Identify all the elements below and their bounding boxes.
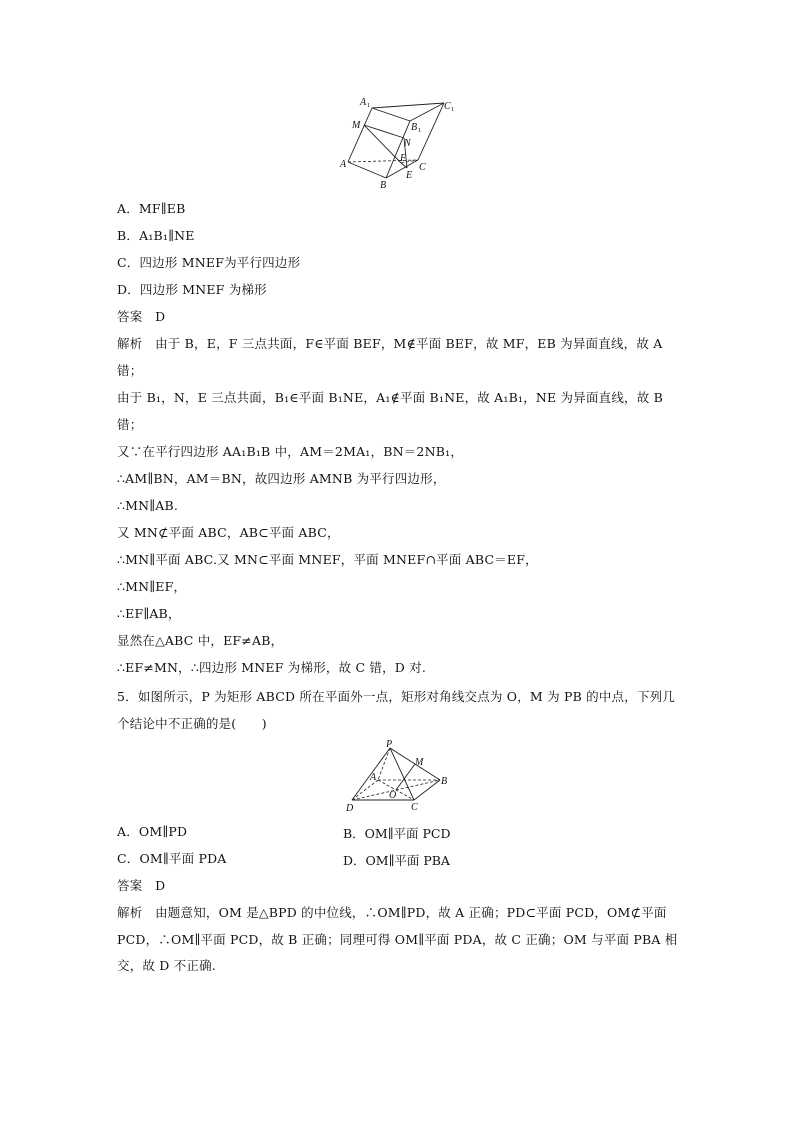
- q4-analysis-line: ∴EF≠MN，∴四边形 MNEF 为梯形，故 C 错，D 对.: [117, 660, 427, 675]
- pyramid-figure: [340, 738, 458, 816]
- label-E: E: [406, 170, 413, 181]
- label-C: C: [419, 162, 426, 173]
- label-F: F: [400, 153, 407, 164]
- q4-answer: 答案 D: [117, 309, 166, 324]
- q5-option-a: A．OM∥PD: [117, 824, 188, 839]
- q5-option-c: C．OM∥平面 PDA: [117, 851, 227, 866]
- q4-analysis-line: 又 MN⊄平面 ABC，AB⊂平面 ABC，: [117, 525, 340, 540]
- q4-option-a: A．MF∥EB: [117, 201, 186, 216]
- label-C1: C: [444, 101, 451, 112]
- label-A: A: [370, 772, 377, 783]
- label-A: A: [340, 159, 347, 170]
- q5-option-d: D．OM∥平面 PBA: [343, 853, 450, 868]
- q5-option-b: B．OM∥平面 PCD: [343, 826, 451, 841]
- q4-analysis-line: 错；: [117, 417, 143, 432]
- label-P: P: [386, 739, 393, 750]
- label-C: C: [411, 802, 418, 813]
- label-A1: A: [360, 97, 367, 108]
- svg-text:1: 1: [451, 106, 455, 113]
- label-B1: B: [411, 122, 418, 133]
- q4-analysis-line: 由于 B₁，N，E 三点共面，B₁∈平面 B₁NE，A₁∉平面 B₁NE，故 A₁B₁，NE 为异面直线，故 B: [117, 390, 664, 405]
- q4-analysis-line: ∴MN∥EF，: [117, 579, 187, 594]
- q5-stem: 5．如图所示，P 为矩形 ABCD 所在平面外一点，矩形对角线交点为 O，M 为 PB 的中点，下列几个结论中不正确的是( ): [117, 689, 676, 731]
- q4-analysis-line: 又∵在平行四边形 AA₁B₁B 中，AM＝2MA₁，BN＝2NB₁，: [117, 444, 464, 459]
- q4-analysis-line: ∴MN∥平面 ABC.又 MN⊂平面 MNEF，平面 MNEF∩平面 ABC＝EF，: [117, 552, 538, 567]
- label-M: M: [352, 120, 361, 131]
- svg-text:1: 1: [367, 102, 371, 109]
- q4-analysis-line: ∴EF∥AB，: [117, 606, 181, 621]
- q4-analysis-line: ∴MN∥AB.: [117, 498, 179, 513]
- label-M: M: [415, 757, 424, 768]
- q5-answer: 答案 D: [117, 878, 166, 893]
- label-O: O: [389, 790, 397, 801]
- label-N: N: [404, 138, 411, 149]
- q4-option-c: C．四边形 MNEF为平行四边形: [117, 255, 301, 270]
- q4-analysis-line: 显然在△ABC 中，EF≠AB，: [117, 633, 284, 648]
- svg-text:1: 1: [418, 127, 422, 134]
- label-B: B: [441, 776, 448, 787]
- label-D: D: [346, 803, 354, 814]
- q4-analysis-line: ∴AM∥BN，AM＝BN，故四边形 AMNB 为平行四边形，: [117, 471, 446, 486]
- q4-analysis-line: 解析 由于 B，E，F 三点共面，F∈平面 BEF，M∉平面 BEF，故 MF，EB 为异面直线，故 A: [117, 336, 663, 351]
- q4-analysis-line: 错；: [117, 363, 143, 378]
- q5-analysis: 解析 由题意知，OM 是△BPD 的中位线，∴OM∥PD，故 A 正确；PD⊂平面 PCD，OM⊄平面 PCD，∴OM∥平面 PCD，故 B 正确；同理可得 OM∥平面 PDA，故 C 正确；OM 与平面 PBA 相交，故 D 不正确.: [117, 905, 678, 973]
- q4-option-d: D．四边形 MNEF 为梯形: [117, 282, 267, 297]
- q4-option-b: B．A₁B₁∥NE: [117, 228, 195, 243]
- label-B: B: [380, 180, 387, 191]
- prism-figure: [336, 92, 466, 192]
